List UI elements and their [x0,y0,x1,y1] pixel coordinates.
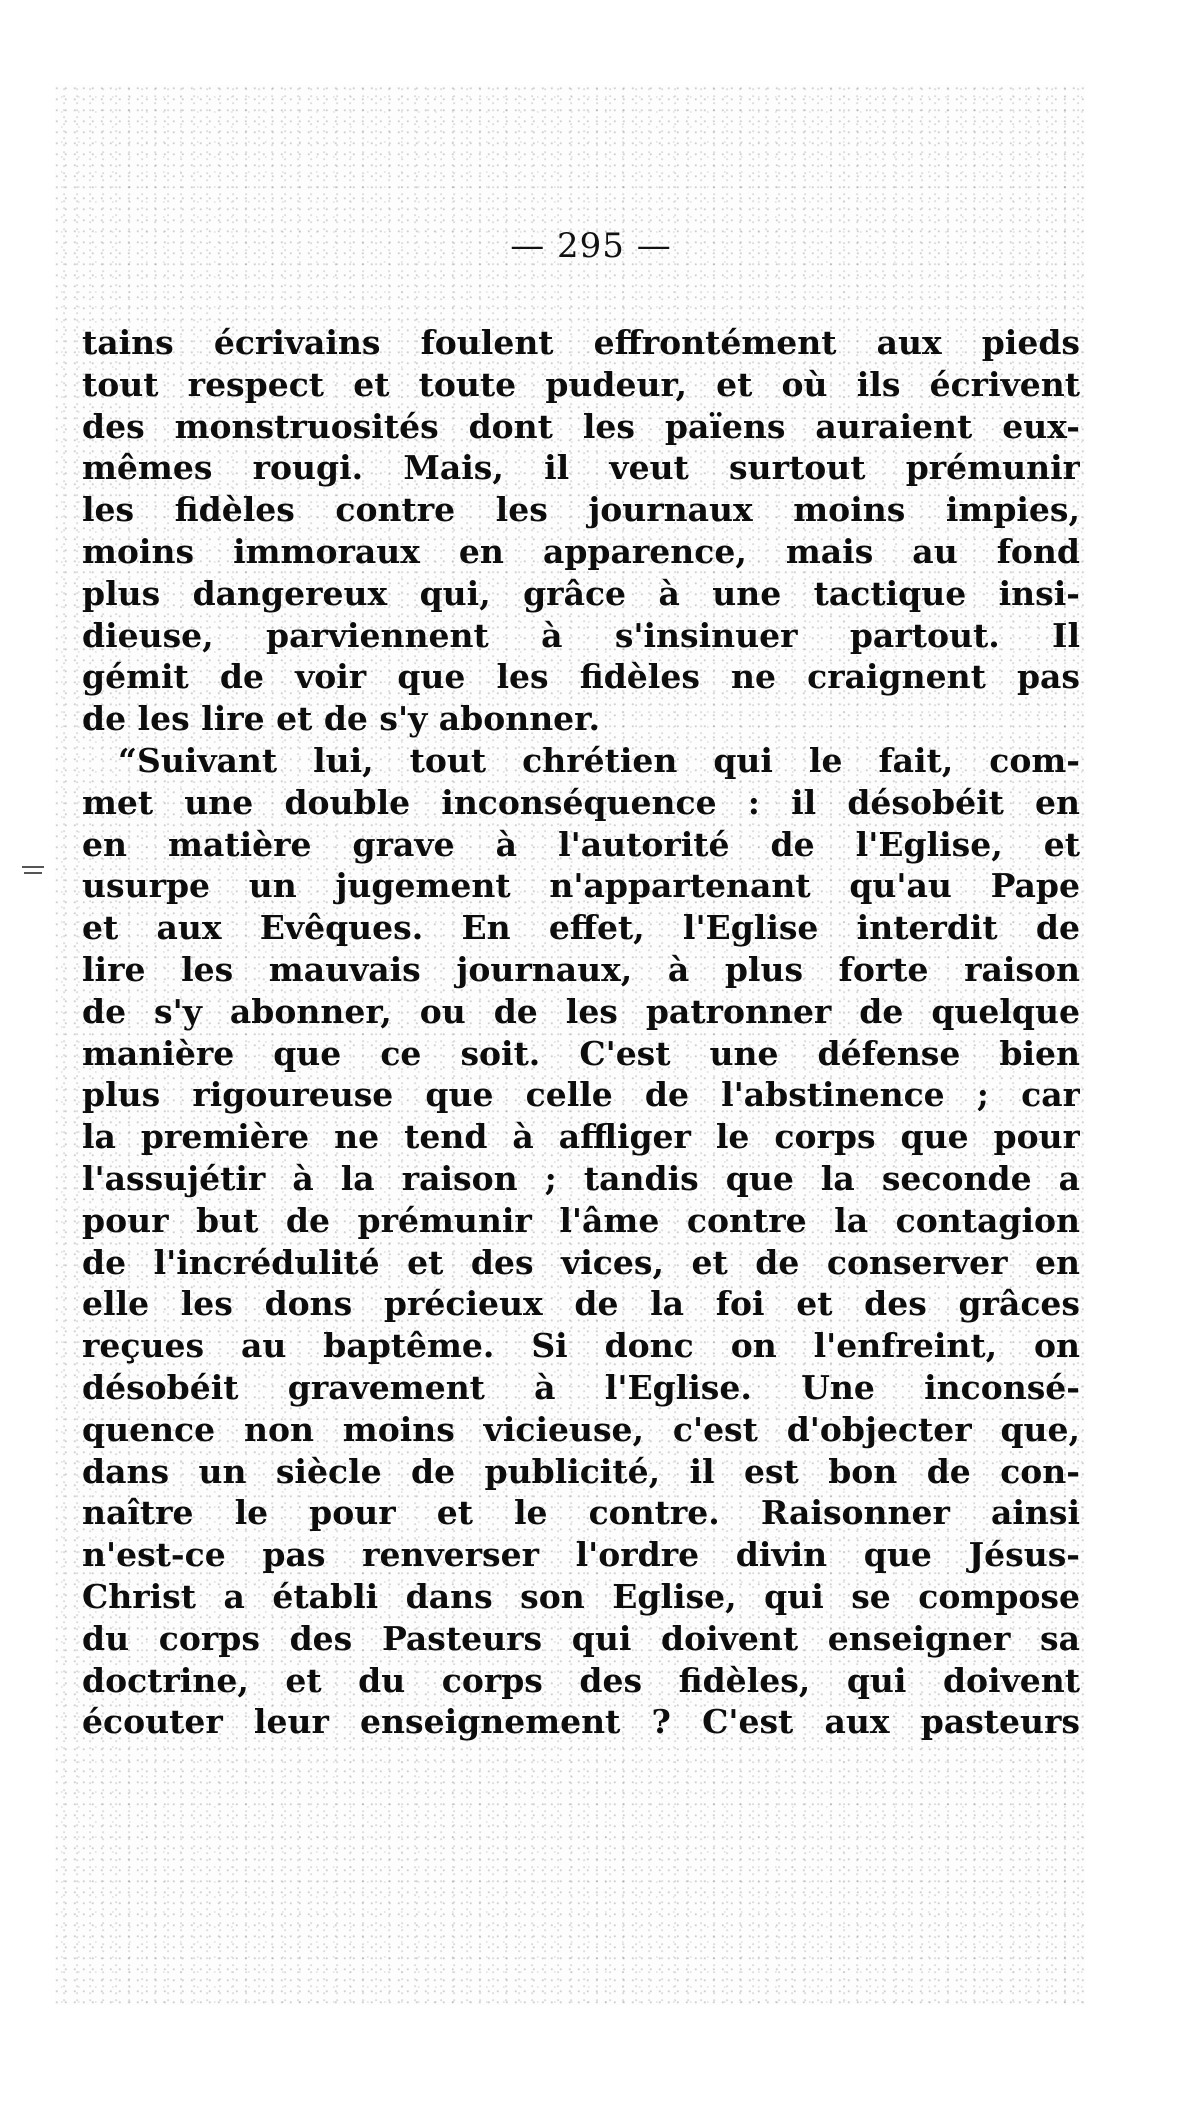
text-line: manière que ce soit. C'est une défense bien [82,1033,1080,1073]
text-line: de les lire et de s'y abonner. [82,699,601,739]
text-line: n'est-ce pas renverser l'ordre divin que Jésus- [82,1535,1080,1575]
text-line: elle les dons précieux de la foi et des grâces [82,1284,1080,1324]
text-line: les fidèles contre les journaux moins impies, [82,490,1080,530]
text-line: usurpe un jugement n'appartenant qu'au Pape [82,866,1080,906]
text-line: l'assujétir à la raison ; tandis que la seconde a [82,1158,1080,1198]
margin-mark [22,866,44,868]
text-line: mêmes rougi. Mais, il veut surtout prémunir [82,448,1080,488]
text-line: écouter leur enseignement ? C'est aux pasteurs [82,1702,1080,1742]
text-line: en matière grave à l'autorité de l'Eglise, et [82,824,1080,864]
text-line: tout respect et toute pudeur, et où ils écrivent [82,364,1080,404]
text-line: et aux Evêques. En effet, l'Eglise interdit de [82,908,1080,948]
text-line: Christ a établi dans son Eglise, qui se compose [82,1576,1080,1616]
text-line: plus dangereux qui, grâce à une tactique insi- [82,573,1080,613]
text-line: tains écrivains foulent effrontément aux pieds [82,323,1080,362]
text-line: des monstruosités dont les païens auraient eux- [82,406,1080,446]
text-line: quence non moins vicieuse, c'est d'objecter que, [82,1409,1080,1449]
text-line: plus rigoureuse que celle de l'abstinence ; car [82,1075,1080,1115]
text-line: “Suivant lui, tout chrétien qui le fait, com- [118,740,1080,780]
text-line: lire les mauvais journaux, à plus forte raison [82,949,1080,989]
text-line: reçues au baptême. Si donc on l'enfreint, on [82,1326,1080,1366]
text-line: du corps des Pasteurs qui doivent enseigner sa [82,1618,1080,1658]
body-text [82,322,1080,1743]
text-line: naître le pour et le contre. Raisonner ainsi [82,1493,1080,1533]
text-line: pour but de prémunir l'âme contre la contagion [82,1200,1080,1240]
text-line: dans un siècle de publicité, il est bon de con- [82,1451,1080,1491]
text-line: moins immoraux en apparence, mais au fond [82,531,1080,571]
text-line: de s'y abonner, ou de les patronner de quelque [82,991,1080,1031]
text-line: la première ne tend à affliger le corps que pour [82,1117,1080,1157]
text-line: gémit de voir que les fidèles ne craignent pas [82,657,1080,697]
text-line: dieuse, parviennent à s'insinuer partout. Il [82,615,1080,655]
text-line: doctrine, et du corps des fidèles, qui doivent [82,1660,1080,1700]
text-line: désobéit gravement à l'Eglise. Une inconsé- [82,1367,1080,1407]
text-line: de l'incrédulité et des vices, et de conserver en [82,1242,1080,1282]
page-number: — 295 — [510,226,672,266]
text-line: met une double inconséquence : il désobéit en [82,782,1080,822]
